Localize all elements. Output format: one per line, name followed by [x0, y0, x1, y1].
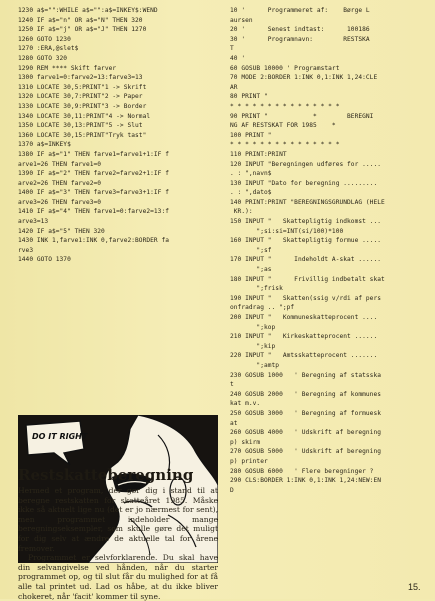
code-line: 1260 GOTO 1230 [18, 35, 71, 43]
code-line: 1280 GOTO 320 [18, 54, 68, 62]
code-line: ";sf [230, 246, 272, 254]
code-line: t [230, 381, 234, 389]
code-line: 1270 :ERA,@slet$ [18, 45, 79, 53]
code-line: arve2=26 THEN farve2=0 [18, 179, 102, 187]
code-line: arve3=26 THEN farve3=0 [18, 198, 102, 206]
code-line: AR [230, 83, 238, 91]
code-line: 250 GOSUB 3000 ' Beregning af formuesk [230, 409, 382, 417]
code-line: 190 INPUT " Skatten(ssig v/rdi af pers [230, 294, 382, 302]
code-line: 260 GOSUB 4000 ' Udskrift af beregning [230, 429, 382, 437]
code-line: 170 INPUT " Indeholdt A-skat ...... [230, 256, 382, 264]
code-line: 1250 IF a$="j" OR a$="J" THEN 1270 [18, 26, 147, 34]
code-line: 160 INPUT " Skattepligtig formue ..... [230, 237, 382, 245]
code-line: ";kop [230, 323, 276, 331]
code-line: * * * * * * * * * * * * * * * [230, 102, 340, 110]
code-line: ";si:si=INT(si/100)*100 [230, 227, 344, 235]
code-line: 1290 REM **** Skift farver [18, 64, 117, 72]
code-line: 1370 a$=INKEY$ [18, 141, 71, 149]
code-line: ";frisk [230, 285, 283, 293]
code-line: 1440 GOTO 1370 [18, 256, 71, 264]
code-line: 180 INPUT " Frivillig indbetalt skat [230, 275, 385, 283]
code-line: 210 INPUT " Kirkeskatteprocent ...... [230, 333, 378, 341]
code-line: 1380 IF a$="1" THEN farve1=farve1+1:IF f [18, 150, 170, 158]
code-line: 1390 IF a$="2" THEN farve2=farve2+1:IF f [18, 170, 170, 178]
code-line: 100 PRINT " [230, 131, 272, 139]
code-line: 280 GOSUB 6000 ' Flere beregninger ? [230, 467, 374, 475]
code-line: 290 CLS:BORDER 1:INK 0,1:INK 1,24:NEW:EN [230, 477, 382, 485]
code-line: onfradrag .. ";pf [230, 304, 295, 312]
code-line: 240 GOSUB 2000 ' Beregning af kommunes [230, 390, 382, 398]
code-line: 1230 a$="":WHILE a$="":a$=INKEY$:WEND [18, 7, 158, 14]
code-line: 110 PRINT:PRINT [230, 150, 287, 158]
bubble-text: DO IT RIGHT [32, 432, 88, 441]
code-line: 1240 IF a$="n" OR a$="N" THEN 320 [18, 16, 143, 24]
code-line: kat m.v. [230, 400, 261, 408]
code-line: 230 GOSUB 1000 ' Beregning af statsska [230, 371, 382, 379]
article-body [18, 486, 218, 601]
code-line: 130 INPUT "Dato for beregning ......... [230, 179, 378, 187]
code-line: 1300 farve1=0:farve2=13:farve3=13 [18, 74, 143, 82]
code-line: rve3 [18, 246, 34, 254]
code-line: 1430 INK 1,farve1:INK 0,farve2:BORDER fa [18, 237, 170, 245]
code-line: p) printer [230, 457, 268, 465]
code-line: 120 INPUT "Beregningen udføres for ..... [230, 160, 382, 168]
code-line: 20 ' Senest indtast: 100186 [230, 26, 370, 34]
code-line: p) skirm [230, 438, 261, 446]
basic-listing-left [18, 6, 218, 265]
page-number: 15. [408, 582, 421, 592]
code-line: 1350 LOCATE 30,13:PRINT"5 -> Slut [18, 122, 143, 130]
code-line: 200 INPUT " Kommuneskatteprocent .... [230, 314, 378, 321]
code-line: 70 MODE 2:BORDER 1:INK 0,1:INK 1,24:CLE [230, 74, 378, 82]
code-line: 30 ' Programnavn: RESTSKA [230, 35, 370, 43]
code-line: 1310 LOCATE 30,5:PRINT"1 -> Skrift [18, 83, 147, 91]
code-line: . : ",navn$ [230, 170, 272, 178]
basic-listing-right [230, 6, 420, 495]
code-line: 270 GOSUB 5000 ' Udskrift af beregning [230, 448, 382, 456]
code-line: 1410 IF a$="4" THEN farve1=0:farve2=13:f [18, 208, 170, 216]
code-line: 1330 LOCATE 30,9:PRINT"3 -> Border [18, 102, 147, 110]
code-line: NG AF RESTSKAT FOR 1985 * [230, 122, 336, 130]
code-line: 1420 IF a$="5" THEN 320 [18, 227, 105, 235]
code-line: 140 PRINT:PRINT "BEREGNINGSGRUNDLAG (HELE [230, 198, 385, 206]
code-line: at [230, 419, 238, 427]
code-line: aursen [230, 16, 253, 24]
code-line: ";amtp [230, 361, 280, 369]
code-line: ";kip [230, 342, 276, 350]
code-line: 80 PRINT " [230, 93, 268, 101]
code-line: 1360 LOCATE 30,15:PRINT"Tryk tast" [18, 131, 147, 139]
code-line: 1320 LOCATE 30,7:PRINT"2 -> Paper [18, 93, 143, 101]
code-line: 150 INPUT " Skattepligtig indkomst ... [230, 218, 382, 226]
code-line: 60 GOSUB 10000 ' Programstart [230, 64, 340, 72]
code-line: . : ",dato$ [230, 189, 272, 197]
code-line: D [230, 486, 234, 494]
article-title: Restskatteberegning [18, 466, 194, 484]
code-line: 90 PRINT " * BEREGNI [230, 112, 374, 120]
code-line: KR.): [230, 208, 253, 216]
code-line: 1400 IF a$="3" THEN farve3=farve3+1:IF f [18, 189, 170, 197]
article-paragraph: Hermed et program, der gør dig i stand til at beregne restskatten for skatteåret 1985. Måske ikke så aktuelt lige nu (det er jo nærmest for sent), men programmet indeholder mange beregningseksempler, som skulle gøre det muligt for dig selv at ændre de aktuelle tal for årene fremover. [18, 486, 218, 553]
article-paragraph: Programmet er selvforklarende. Du skal have din selvangivelse ved hånden, når du starter programmet op, og til slut får du mulighed for at få alle tal printet ud. Lad os håbe, at du ikke bliver chokeret, når 'facit' kommer til syne. [18, 553, 218, 601]
code-line: 1340 LOCATE 30,11:PRINT"4 -> Normal [18, 112, 151, 120]
code-line: ";as [230, 266, 272, 274]
article [18, 466, 218, 601]
code-line: * * * * * * * * * * * * * * * [230, 141, 340, 149]
code-line: 10 ' Programmeret af: Børge L [230, 7, 370, 14]
code-line: 40 ' [230, 54, 246, 62]
code-line: arve3=13 [18, 218, 49, 226]
code-line: 220 INPUT " Amtsskatteprocent ....... [230, 352, 378, 360]
code-line: arve1=26 THEN farve1=0 [18, 160, 102, 168]
code-line: T [230, 45, 234, 53]
